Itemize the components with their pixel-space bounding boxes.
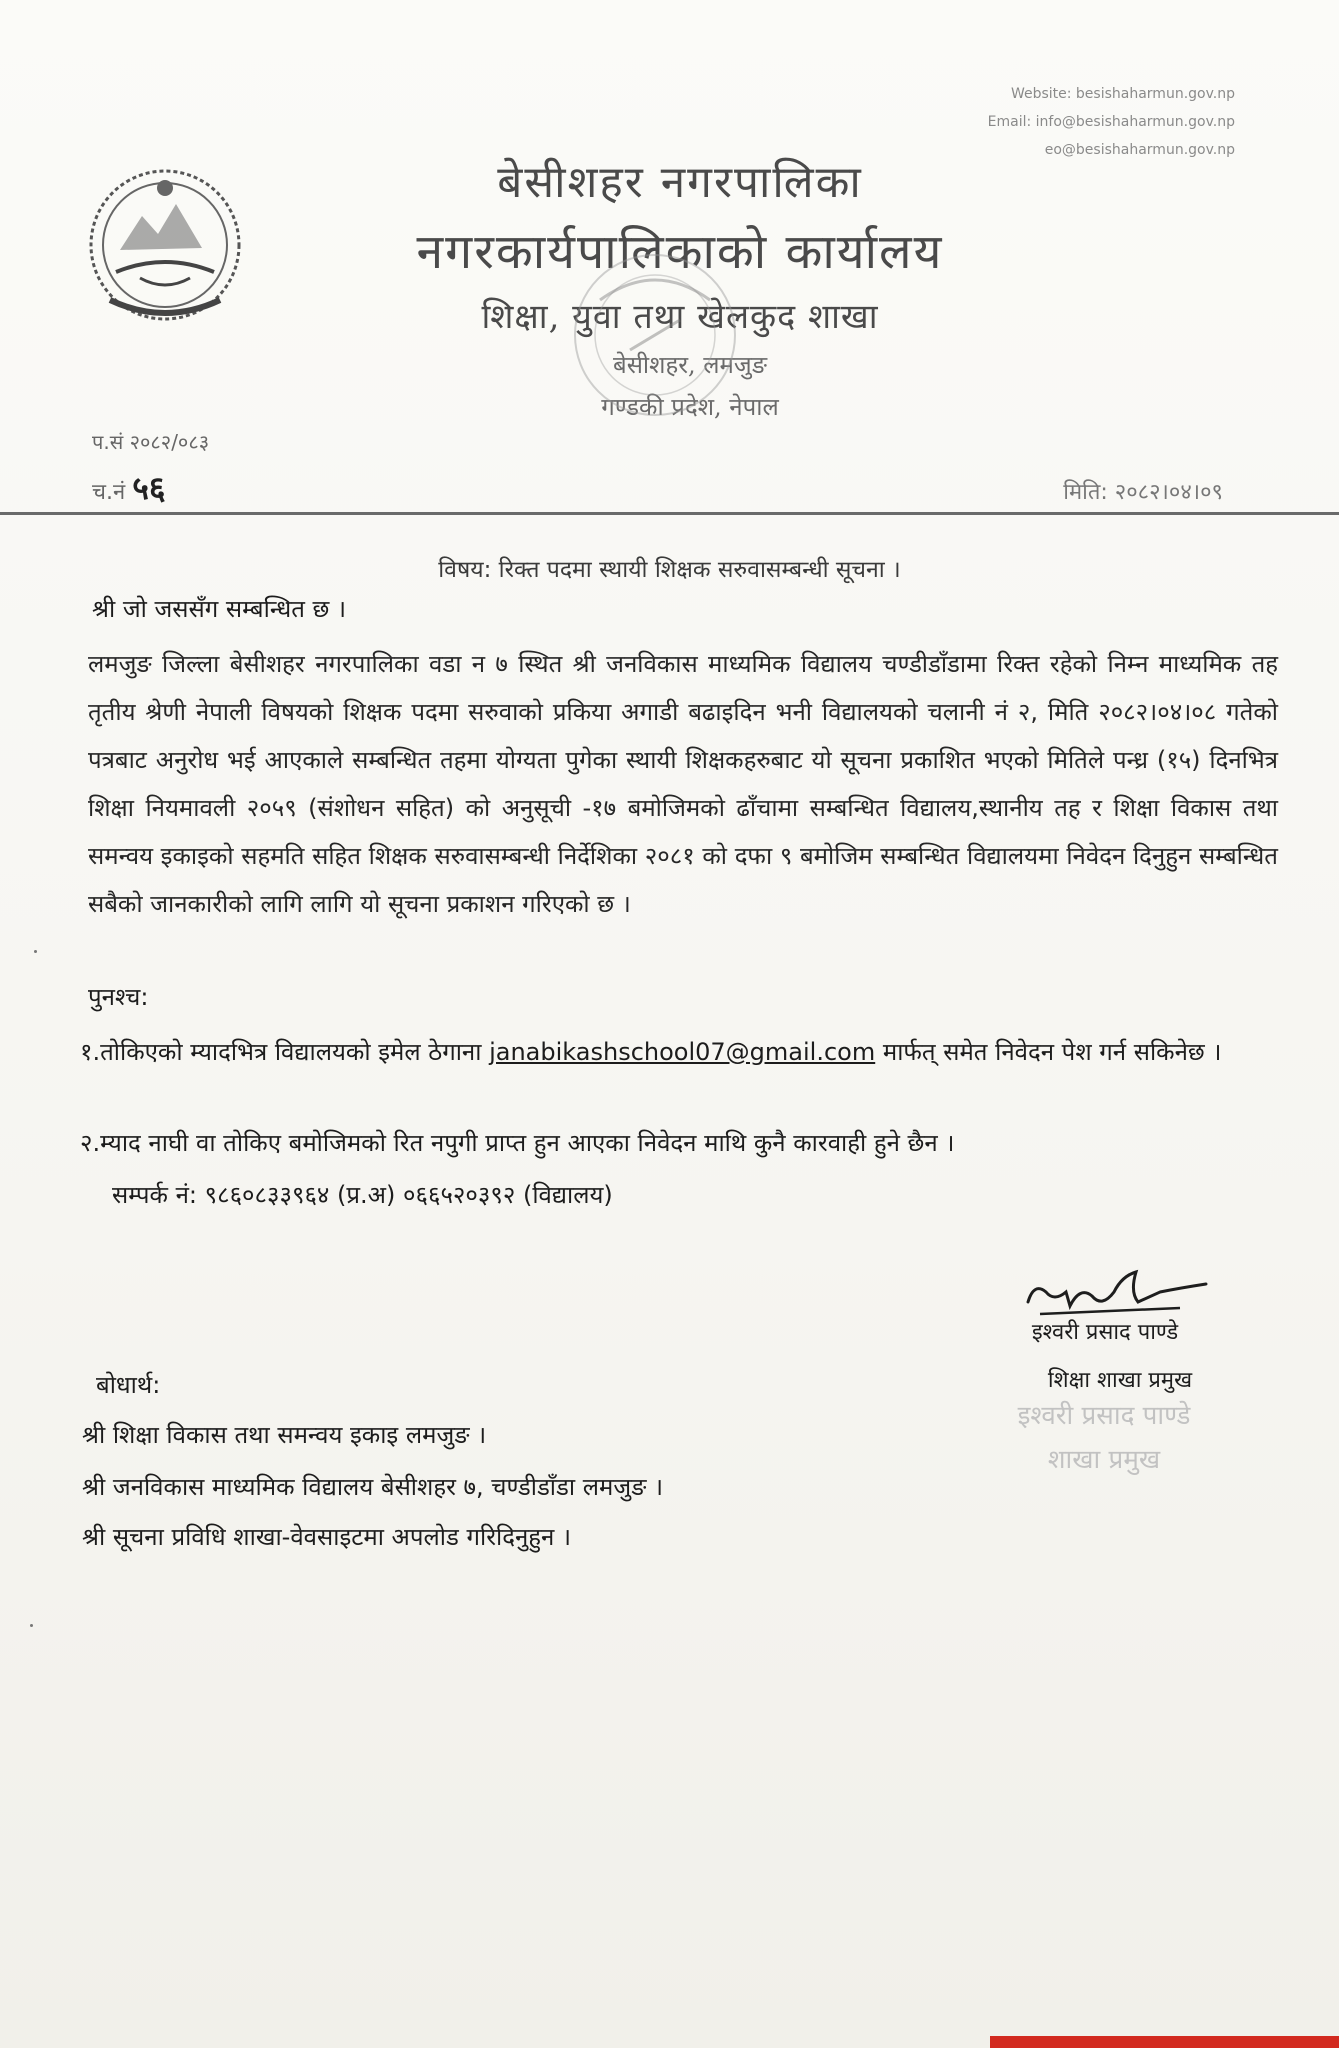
chalani-number: ५६ bbox=[132, 469, 166, 507]
letter-addressee: श्री जो जससँग सम्बन्धित छ । bbox=[92, 595, 347, 623]
letter-date: मिति: २०८२।०४।०९ bbox=[1063, 480, 1223, 505]
website-text: Website: besishaharmun.gov.np bbox=[1010, 86, 1235, 102]
cc-item: श्री शिक्षा विकास तथा समन्वय इकाइ लमजुङ । bbox=[82, 1421, 487, 1449]
email-secondary-text: eo@besishaharmun.gov.np bbox=[1044, 142, 1235, 158]
chalani-label: च.नं bbox=[92, 480, 126, 505]
point-1-text-end: मार्फत् समेत निवेदन पेश गर्न सकिनेछ । bbox=[875, 1038, 1222, 1066]
chalani-number-row bbox=[92, 466, 165, 509]
address-line-2: गण्डकी प्रदेश, नेपाल bbox=[601, 393, 779, 421]
contact-phone: सम्पर्क नं: ९८६०८३३९६४ (प्र.अ) ०६६५२०३९२ (विद्यालय) bbox=[112, 1181, 613, 1209]
point-1-text: १.तोकिएको म्यादभित्र विद्यालयको इमेल ठेगाना bbox=[80, 1038, 490, 1066]
school-email-link[interactable]: janabikashschool07@gmail.com bbox=[489, 1038, 876, 1066]
section-name: शिक्षा, युवा तथा खेलकुद शाखा bbox=[481, 297, 879, 337]
cc-heading: बोधार्थ: bbox=[96, 1371, 161, 1399]
email-text: Email: info@besishaharmun.gov.np bbox=[987, 114, 1235, 130]
office-seal-icon bbox=[560, 240, 750, 430]
letter-subject: विषय: रिक्त पदमा स्थायी शिक्षक सरुवासम्बन्धी सूचना । bbox=[438, 557, 901, 583]
patra-sankhya: प.सं २०८२/०८३ bbox=[92, 430, 210, 454]
header-divider bbox=[0, 512, 1339, 515]
signatory-name: इश्वरी प्रसाद पाण्डे bbox=[1031, 1320, 1179, 1345]
signatory-title: शिक्षा शाखा प्रमुख bbox=[1047, 1368, 1193, 1393]
letter-body: लमजुङ जिल्ला बेसीशहर नगरपालिका वडा न ७ स्थित श्री जनविकास माध्यमिक विद्यालय चण्डीडाँडामा रिक्त रहेको निम्न माध्यमिक तह तृतीय श्रेणी नेपाली विषयको शिक्षक पदमा सरुवाको प्रकिया अगाडी बढाइदिन भनी विद्यालयको चलानी नं २, मिति २०८२।०४।०८ गतेको पत्रबाट अनुरोध भई आएकाले सम्बन्धित तहमा योग्यता पुगेका स्थायी शिक्षकहरुबाट यो सूचना प्रकाशित भएको मितिले पन्ध्र (१५) दिनभित्र शिक्षा नियमावली २०५९ (संशोधन सहित) को अनुसूची -१७ बमोजिमको ढाँचामा सम्बन्धित विद्यालय,स्थानीय तह र शिक्षा विकास तथा समन्वय इकाइको सहमति सहित शिक्षक सरुवासम्बन्धी निर्देशिका २०८१ को दफा ९ बमोजिम सम्बन्धित विद्यालयमा निवेदन दिनुहुन सम्बन्धित सबैको जानकारीको लागि लागि यो सूचना प्रकाशन गरिएको छ । bbox=[88, 650, 1278, 918]
office-name: नगरकार्यपालिकाको कार्यालय bbox=[416, 224, 944, 280]
municipality-name: बेसीशहर नगरपालिका bbox=[497, 157, 863, 208]
cc-item: श्री जनविकास माध्यमिक विद्यालय बेसीशहर ७, चण्डीडाँडा लमजुङ । bbox=[82, 1473, 664, 1501]
name-stamp: इश्वरी प्रसाद पाण्डे bbox=[1017, 1401, 1191, 1431]
postscript-point-2: २.म्याद नाघी वा तोकिए बमोजिमको रित नपुगी प्राप्त हुन आएका निवेदन माथि कुनै कारवाही हुने छैन । bbox=[80, 1129, 955, 1157]
nepal-emblem-icon bbox=[80, 160, 250, 330]
postscript-point-1 bbox=[80, 1028, 1280, 1076]
cc-item: श्री सूचना प्रविधि शाखा-वेवसाइटमा अपलोड गरिदिनुहुन । bbox=[82, 1523, 572, 1551]
paper-speck bbox=[30, 1624, 33, 1627]
paper-speck bbox=[34, 950, 37, 953]
bottom-red-strip bbox=[990, 2036, 1339, 2048]
address-line-1: बेसीशहर, लमजुङ bbox=[612, 351, 767, 379]
title-stamp: शाखा प्रमुख bbox=[1047, 1445, 1161, 1475]
postscript-heading: पुनश्च: bbox=[88, 983, 149, 1011]
